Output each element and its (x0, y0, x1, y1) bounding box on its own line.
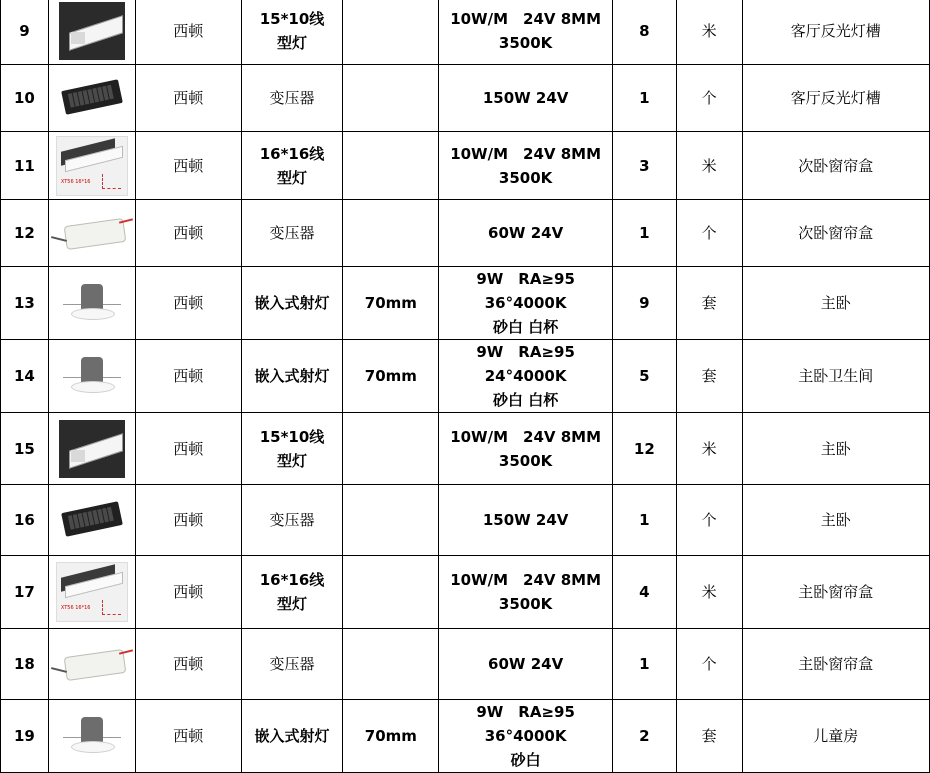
cell-size (343, 65, 439, 132)
cell-brand: 西顿 (135, 700, 241, 773)
cell-unit: 个 (676, 200, 742, 267)
cell-spec (439, 413, 613, 485)
cell-brand: 西顿 (135, 267, 241, 340)
cell-spec (439, 629, 613, 700)
cell-image (48, 0, 135, 65)
cell-size (343, 413, 439, 485)
cell-brand: 西顿 (135, 0, 241, 65)
cell-image (48, 65, 135, 132)
cell-spec (439, 485, 613, 556)
cell-spec (439, 0, 613, 65)
cell-name (241, 200, 343, 267)
spec-line: 3500K (498, 451, 553, 470)
cell-name (241, 132, 343, 200)
cell-no: 17 (1, 556, 49, 629)
cell-image (48, 200, 135, 267)
product-name: 嵌入式射灯 (254, 294, 330, 312)
cell-location: 主卧 (742, 267, 929, 340)
cell-size (343, 556, 439, 629)
cell-unit: 个 (676, 629, 742, 700)
cell-qty: 4 (612, 556, 676, 629)
cell-size (343, 0, 439, 65)
cell-location: 主卧卫生间 (742, 340, 929, 413)
cell-brand: 西顿 (135, 485, 241, 556)
spec-line: 150W 24V (482, 511, 569, 529)
table-row (1, 200, 930, 267)
linear-light-profile-16-image (56, 136, 128, 196)
table-row (1, 700, 930, 773)
cell-qty: 2 (612, 700, 676, 773)
cell-no: 18 (1, 629, 49, 700)
cell-qty: 1 (612, 485, 676, 556)
spec-line: 砂白 白杯 (492, 391, 559, 409)
spec-line: 9W RA≥95 (476, 703, 575, 721)
linear-light-profile-image (59, 420, 125, 478)
cell-size (343, 629, 439, 700)
cell-unit: 套 (676, 700, 742, 773)
cell-image (48, 629, 135, 700)
cell-image (48, 700, 135, 773)
cell-brand: 西顿 (135, 340, 241, 413)
cell-qty: 3 (612, 132, 676, 200)
spec-line: 3500K (498, 595, 553, 613)
cell-no: 10 (1, 65, 49, 132)
downlight-image (59, 707, 125, 765)
linear-light-profile-16-image (56, 562, 128, 622)
cell-no: 12 (1, 200, 49, 267)
cell-brand: 西顿 (135, 629, 241, 700)
cell-size (343, 132, 439, 200)
cell-location: 次卧窗帘盒 (742, 132, 929, 200)
spec-line: 60W 24V (488, 655, 564, 673)
cell-unit: 米 (676, 132, 742, 200)
cell-qty: 12 (612, 413, 676, 485)
cell-location: 主卧 (742, 413, 929, 485)
cell-no: 15 (1, 413, 49, 485)
cell-name (241, 700, 343, 773)
downlight-image (59, 347, 125, 405)
spec-line: 60W 24V (488, 224, 564, 242)
cell-name (241, 485, 343, 556)
cell-qty: 8 (612, 0, 676, 65)
cell-location: 主卧窗帘盒 (742, 556, 929, 629)
cell-unit: 米 (676, 556, 742, 629)
spec-line: 10W/M 24V 8MM (450, 9, 602, 28)
cell-unit: 套 (676, 340, 742, 413)
spec-line: 10W/M 24V 8MM (450, 427, 602, 446)
table-body (1, 0, 930, 773)
cell-image (48, 485, 135, 556)
driver-image (49, 635, 135, 693)
cell-name (241, 267, 343, 340)
cell-size (343, 485, 439, 556)
cell-spec (439, 700, 613, 773)
cell-spec (439, 267, 613, 340)
cell-name (241, 340, 343, 413)
cell-no: 14 (1, 340, 49, 413)
product-name: 变压器 (269, 511, 315, 529)
cell-unit: 米 (676, 413, 742, 485)
product-name: 16*16线型灯 (259, 144, 325, 187)
cell-no: 13 (1, 267, 49, 340)
profile-caption: XT56 16*16 (60, 605, 91, 611)
product-name: 变压器 (269, 89, 315, 107)
table-row (1, 267, 930, 340)
table-row (1, 485, 930, 556)
cell-size: 70mm (343, 700, 439, 773)
cell-no: 16 (1, 485, 49, 556)
cell-image (48, 132, 135, 200)
cell-brand: 西顿 (135, 556, 241, 629)
cell-unit: 个 (676, 65, 742, 132)
cell-image (48, 556, 135, 629)
spec-line: 砂白 白杯 (492, 318, 559, 336)
cell-location: 主卧窗帘盒 (742, 629, 929, 700)
table-row (1, 629, 930, 700)
spec-line: 9W RA≥95 (476, 343, 575, 361)
downlight-image (59, 274, 125, 332)
table-row (1, 0, 930, 65)
cell-spec (439, 340, 613, 413)
cell-location: 次卧窗帘盒 (742, 200, 929, 267)
cell-unit: 个 (676, 485, 742, 556)
transformer-image (53, 491, 131, 549)
cell-location: 儿童房 (742, 700, 929, 773)
cell-unit: 套 (676, 267, 742, 340)
spec-line: 36°4000K (484, 294, 567, 312)
cell-name (241, 65, 343, 132)
cell-image (48, 413, 135, 485)
cell-size: 70mm (343, 340, 439, 413)
cell-no: 9 (1, 0, 49, 65)
cell-brand: 西顿 (135, 65, 241, 132)
spec-line: 3500K (498, 168, 553, 187)
spec-line: 砂白 (510, 751, 541, 769)
cell-image (48, 267, 135, 340)
cell-location: 客厅反光灯槽 (742, 0, 929, 65)
product-name: 16*16线型灯 (259, 571, 325, 613)
table-row (1, 132, 930, 200)
product-name: 变压器 (269, 224, 315, 242)
cell-brand: 西顿 (135, 132, 241, 200)
cell-location: 主卧 (742, 485, 929, 556)
spec-line: 36°4000K (484, 727, 567, 745)
product-name: 15*10线型灯 (259, 9, 325, 52)
cell-location: 客厅反光灯槽 (742, 65, 929, 132)
spec-line: 10W/M 24V 8MM (450, 144, 602, 163)
cell-size (343, 200, 439, 267)
spec-line: 150W 24V (482, 89, 569, 107)
cell-name (241, 0, 343, 65)
cell-no: 11 (1, 132, 49, 200)
table-row (1, 65, 930, 132)
cell-unit: 米 (676, 0, 742, 65)
table-row (1, 556, 930, 629)
cell-spec (439, 65, 613, 132)
cell-no: 19 (1, 700, 49, 773)
driver-image (49, 204, 135, 262)
cell-spec (439, 556, 613, 629)
product-name: 嵌入式射灯 (254, 367, 330, 385)
cell-size: 70mm (343, 267, 439, 340)
cell-name (241, 413, 343, 485)
cell-image (48, 340, 135, 413)
cell-spec (439, 132, 613, 200)
profile-caption: XT56 16*16 (60, 178, 91, 185)
cell-qty: 9 (612, 267, 676, 340)
spec-line: 24°4000K (484, 367, 567, 385)
spec-line: 10W/M 24V 8MM (450, 571, 602, 589)
table-row (1, 340, 930, 413)
table-row (1, 413, 930, 485)
linear-light-profile-image (59, 2, 125, 60)
transformer-image (53, 69, 131, 127)
cell-brand: 西顿 (135, 413, 241, 485)
cell-qty: 1 (612, 200, 676, 267)
cell-qty: 1 (612, 65, 676, 132)
cell-name (241, 556, 343, 629)
product-name: 嵌入式射灯 (254, 727, 330, 745)
cell-qty: 5 (612, 340, 676, 413)
product-name: 变压器 (269, 655, 315, 673)
spec-line: 9W RA≥95 (476, 270, 575, 288)
product-name: 15*10线型灯 (259, 427, 325, 470)
cell-name (241, 629, 343, 700)
cell-spec (439, 200, 613, 267)
cell-brand: 西顿 (135, 200, 241, 267)
spec-line: 3500K (498, 33, 553, 52)
cell-qty: 1 (612, 629, 676, 700)
